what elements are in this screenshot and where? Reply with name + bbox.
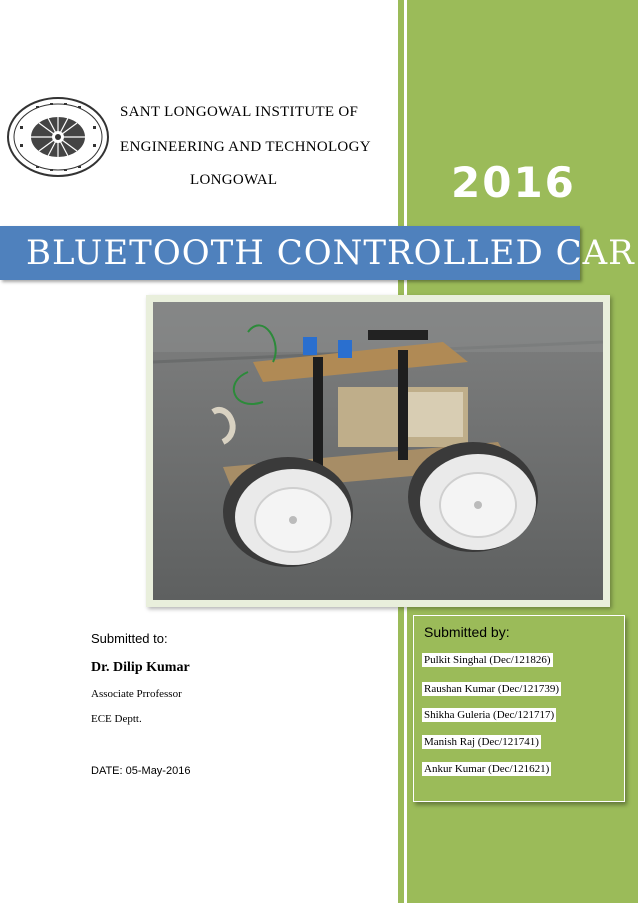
member-item: Pulkit Singhal (Dec/121826) [424,654,551,666]
institute-location: LONGOWAL [190,172,278,188]
submitted-by-box [413,615,625,802]
member-item: Raushan Kumar (Dec/121739) [424,683,560,695]
submission-date: DATE: 05-May-2016 [91,765,191,777]
institute-name-line2: ENGINEERING AND TECHNOLOGY [120,139,371,155]
title-banner [0,226,635,280]
professor-name: Dr. Dilip Kumar [91,660,190,675]
institute-logo [6,96,110,178]
member-item: Ankur Kumar (Dec/121621) [424,763,550,775]
member-item: Shikha Guleria (Dec/121717) [424,709,555,721]
department: ECE Deptt. [91,713,142,725]
member-item: Manish Raj (Dec/121741) [424,736,539,748]
report-title: BLUETOOTH CONTROLLED CAR [26,233,635,273]
submitted-to-label: Submitted to: [91,631,168,646]
institute-name-line1: SANT LONGOWAL INSTITUTE OF [120,104,359,120]
professor-designation: Associate Prrofessor [91,688,182,700]
submitted-by-label: Submitted by: [424,624,510,640]
photo-frame [146,295,610,607]
report-year: 2016 [451,158,576,207]
car-photo [153,302,603,600]
